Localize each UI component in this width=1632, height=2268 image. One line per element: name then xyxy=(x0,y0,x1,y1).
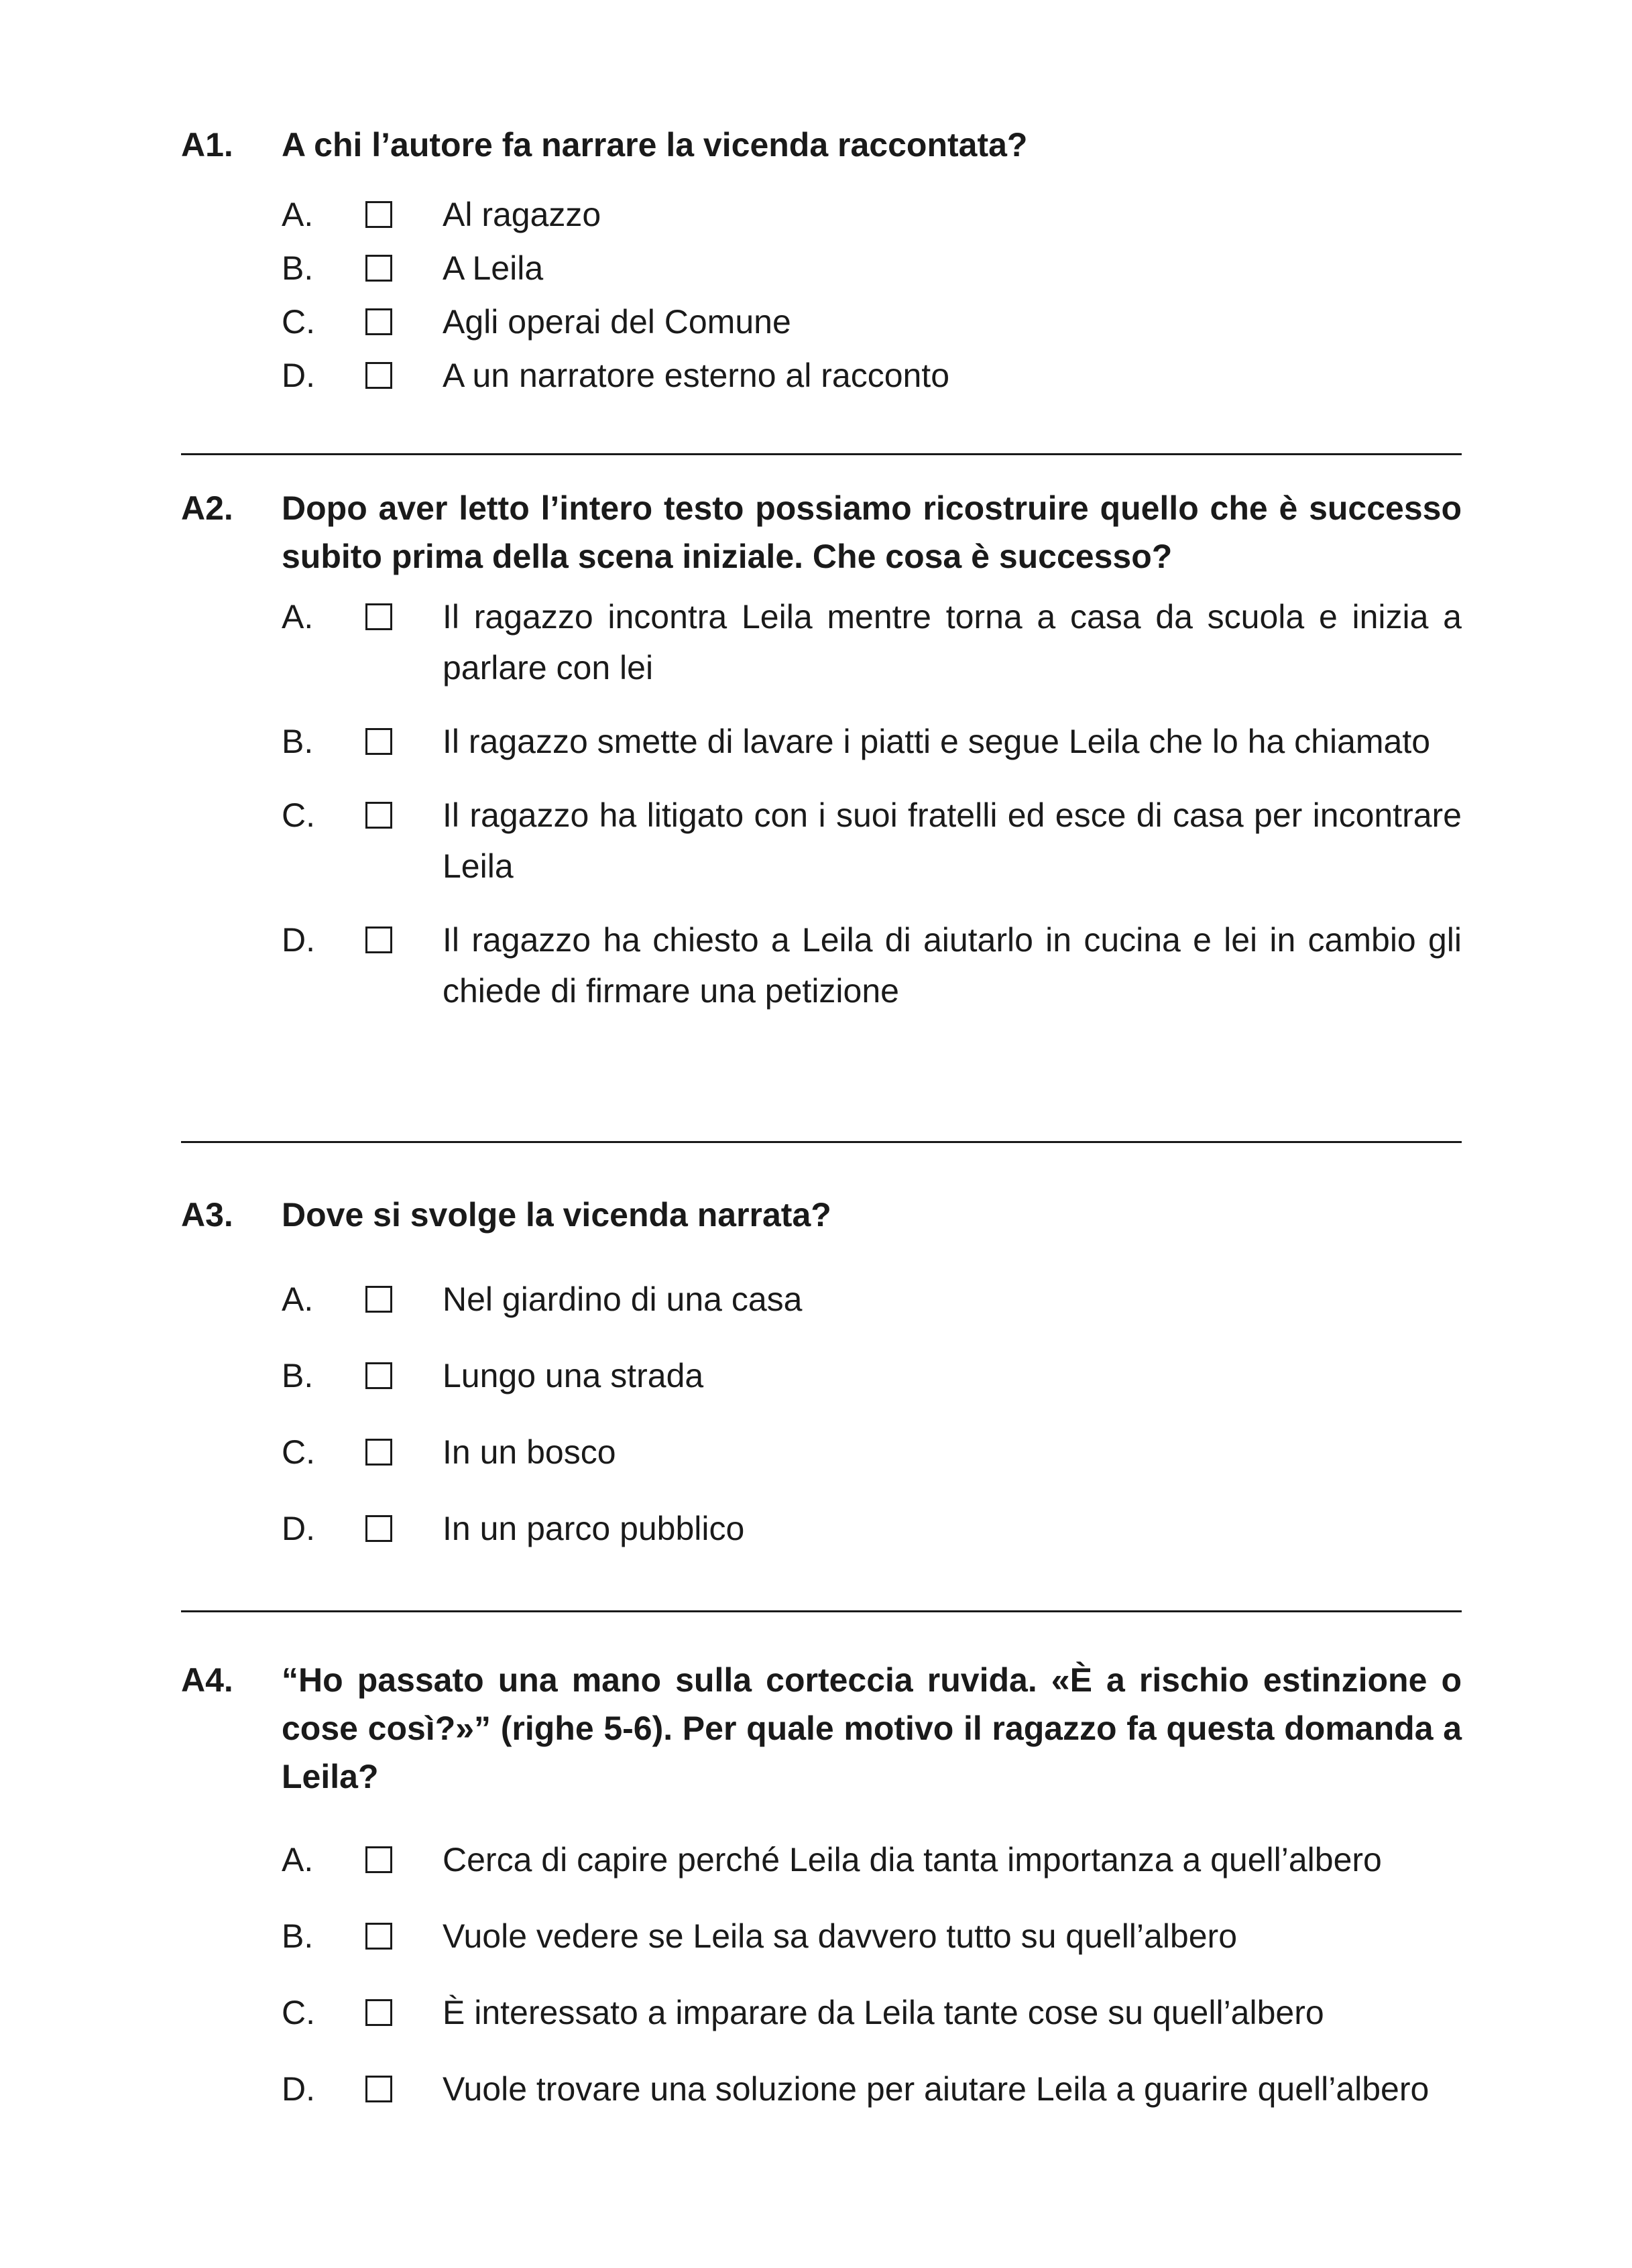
option-c xyxy=(181,1987,1462,2038)
option-b xyxy=(181,1911,1462,1962)
question-a2 xyxy=(181,484,1462,1039)
question-text: Dove si svolge la vicenda narrata? xyxy=(282,1196,831,1234)
question-a1 xyxy=(181,121,1462,404)
option-a xyxy=(181,1834,1462,1885)
option-text: In un parco pubblico xyxy=(443,1510,745,1547)
options-list xyxy=(181,591,1462,1016)
checkbox[interactable] xyxy=(365,2076,392,2102)
option-letter: C. xyxy=(282,1433,315,1471)
option-letter: B. xyxy=(282,1917,314,1955)
option-d xyxy=(181,1503,1462,1554)
checkbox[interactable] xyxy=(365,603,392,630)
checkbox[interactable] xyxy=(365,308,392,335)
option-text: Il ragazzo ha litigato con i suoi fratelli ed esce di casa per incontrare Leila xyxy=(443,796,1462,885)
question-header xyxy=(181,1191,1462,1239)
checkbox[interactable] xyxy=(365,1515,392,1542)
question-text: Dopo aver letto l’intero testo possiamo ricostruire quello che è successo subito prima della scena iniziale. Che cosa è successo? xyxy=(282,489,1462,575)
checkbox[interactable] xyxy=(365,1362,392,1389)
option-letter: C. xyxy=(282,796,315,834)
option-text: Al ragazzo xyxy=(443,196,601,233)
option-letter: B. xyxy=(282,1357,314,1394)
option-text: Il ragazzo smette di lavare i piatti e segue Leila che lo ha chiamato xyxy=(443,723,1431,760)
option-c xyxy=(181,1427,1462,1478)
option-b xyxy=(181,1350,1462,1401)
option-letter: B. xyxy=(282,723,314,760)
option-text: Nel giardino di una casa xyxy=(443,1280,803,1318)
checkbox[interactable] xyxy=(365,362,392,389)
question-number: A4. xyxy=(181,1661,233,1699)
option-letter: A. xyxy=(282,196,314,233)
option-letter: A. xyxy=(282,598,314,636)
option-b xyxy=(181,716,1462,767)
option-a xyxy=(181,189,1462,240)
divider xyxy=(181,1141,1462,1143)
option-text: Cerca di capire perché Leila dia tanta importanza a quell’albero xyxy=(443,1841,1382,1878)
checkbox[interactable] xyxy=(365,255,392,282)
option-text: A Leila xyxy=(443,249,544,287)
option-a xyxy=(181,591,1462,693)
question-text: A chi l’autore fa narrare la vicenda raccontata? xyxy=(282,126,1028,164)
option-text: Il ragazzo ha chiesto a Leila di aiutarlo in cucina e lei in cambio gli chiede di firmare una petizione xyxy=(443,921,1462,1010)
question-a4 xyxy=(181,1656,1462,2140)
option-text: A un narratore esterno al racconto xyxy=(443,357,950,394)
option-a xyxy=(181,1274,1462,1325)
option-b xyxy=(181,243,1462,294)
option-letter: D. xyxy=(282,2070,315,2108)
question-number: A2. xyxy=(181,489,233,527)
checkbox[interactable] xyxy=(365,201,392,228)
checkbox[interactable] xyxy=(365,1846,392,1873)
option-d xyxy=(181,350,1462,401)
options-list xyxy=(181,1274,1462,1554)
option-letter: C. xyxy=(282,1994,315,2031)
option-d xyxy=(181,914,1462,1016)
question-header xyxy=(181,1656,1462,1801)
options-list xyxy=(181,189,1462,401)
option-letter: A. xyxy=(282,1280,314,1318)
option-d xyxy=(181,2064,1462,2114)
option-text: Lungo una strada xyxy=(443,1357,704,1394)
option-text: Vuole vedere se Leila sa davvero tutto su quell’albero xyxy=(443,1917,1238,1955)
question-header xyxy=(181,121,1462,169)
checkbox[interactable] xyxy=(365,802,392,829)
option-letter: A. xyxy=(282,1841,314,1878)
option-letter: D. xyxy=(282,357,315,394)
option-letter: C. xyxy=(282,303,315,341)
option-text: È interessato a imparare da Leila tante cose su quell’albero xyxy=(443,1994,1324,2031)
option-text: Vuole trovare una soluzione per aiutare Leila a guarire quell’albero xyxy=(443,2070,1430,2108)
divider xyxy=(181,1610,1462,1612)
checkbox[interactable] xyxy=(365,1286,392,1313)
question-header xyxy=(181,484,1462,581)
question-text: “Ho passato una mano sulla corteccia ruvida. «È a rischio estinzione o cose così?»” (righe 5-6). Per quale motivo il ragazzo fa questa domanda a Leila? xyxy=(282,1661,1462,1795)
question-a3 xyxy=(181,1191,1462,1579)
option-c xyxy=(181,296,1462,347)
question-number: A3. xyxy=(181,1196,233,1234)
option-text: In un bosco xyxy=(443,1433,616,1471)
checkbox[interactable] xyxy=(365,728,392,755)
option-text: Il ragazzo incontra Leila mentre torna a casa da scuola e inizia a parlare con lei xyxy=(443,598,1462,687)
divider xyxy=(181,453,1462,455)
option-letter: D. xyxy=(282,1510,315,1547)
option-letter: B. xyxy=(282,249,314,287)
option-text: Agli operai del Comune xyxy=(443,303,791,341)
option-c xyxy=(181,790,1462,892)
options-list xyxy=(181,1834,1462,2114)
checkbox[interactable] xyxy=(365,1923,392,1950)
checkbox[interactable] xyxy=(365,1999,392,2026)
checkbox[interactable] xyxy=(365,1439,392,1466)
checkbox[interactable] xyxy=(365,927,392,953)
question-number: A1. xyxy=(181,126,233,164)
option-letter: D. xyxy=(282,921,315,959)
